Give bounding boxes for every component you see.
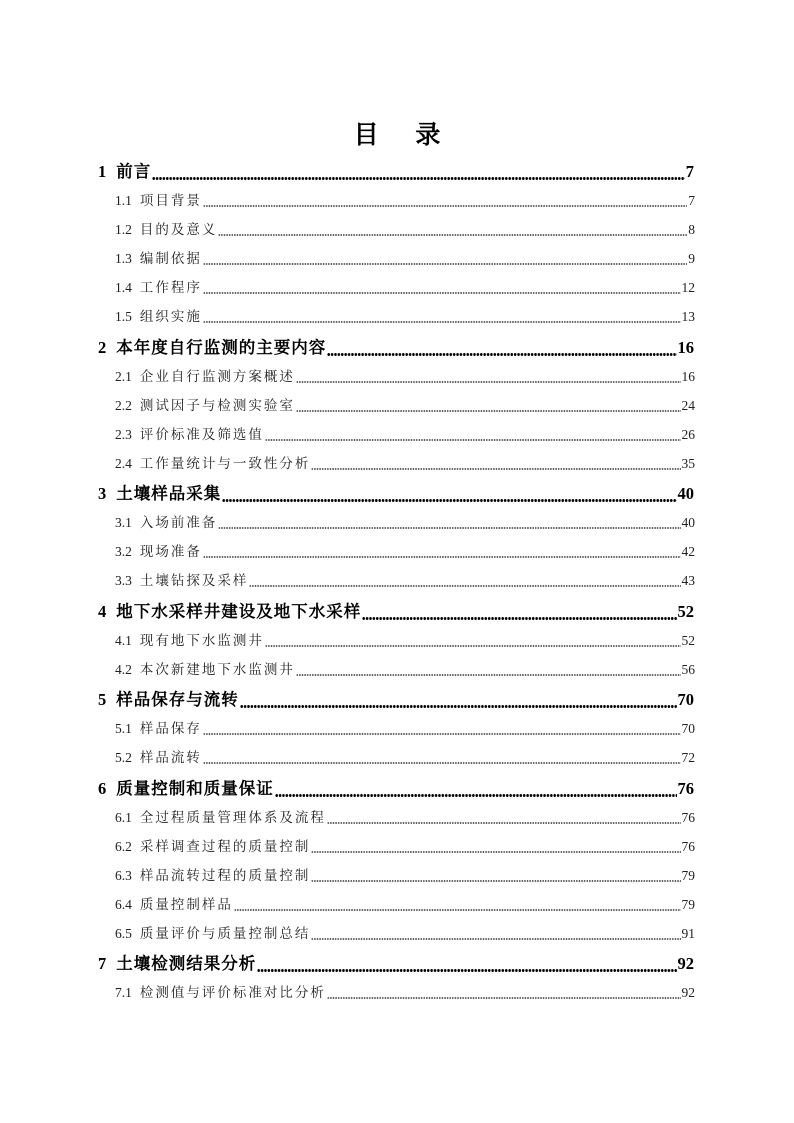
toc-entry-label: 组织实施 bbox=[139, 309, 202, 325]
toc-entry-label: 土壤钻探及采样 bbox=[139, 573, 249, 589]
dot-leader bbox=[327, 822, 681, 824]
toc-section-entry[interactable] bbox=[115, 804, 695, 832]
toc-entry-page-number: 9 bbox=[688, 251, 695, 266]
toc-entry-page-number: 72 bbox=[681, 750, 695, 765]
toc-entry-page-number: 52 bbox=[681, 632, 695, 648]
toc-entry-number: 6.4 bbox=[115, 896, 132, 912]
dot-leader bbox=[311, 938, 680, 940]
toc-entry-number: 4.1 bbox=[115, 632, 132, 648]
toc-entry-page-number: 76 bbox=[681, 838, 695, 854]
toc-entry-label: 质量控制和质量保证 bbox=[116, 778, 274, 798]
dot-leader bbox=[265, 439, 681, 441]
toc-entry-label: 工作程序 bbox=[139, 280, 202, 296]
dot-leader bbox=[234, 909, 681, 911]
toc-entry-number: 6 bbox=[98, 778, 107, 798]
toc-entry-page-number: 79 bbox=[681, 867, 695, 883]
toc-entry-number: 2.1 bbox=[115, 368, 132, 384]
toc-entry-label: 检测值与评价标准对比分析 bbox=[139, 985, 326, 1001]
toc-entry-label: 全过程质量管理体系及流程 bbox=[139, 809, 326, 826]
toc-entry-label: 样品流转 bbox=[139, 750, 202, 766]
toc-section-entry[interactable] bbox=[115, 187, 695, 215]
toc-entry-label: 样品保存 bbox=[139, 721, 202, 737]
toc-section-entry[interactable] bbox=[115, 920, 695, 948]
toc-entry-page-number: 7 bbox=[685, 162, 694, 181]
toc-entry-label: 企业自行监测方案概述 bbox=[139, 368, 295, 385]
toc-entry-label: 现场准备 bbox=[139, 544, 202, 560]
toc-entry-page-number: 70 bbox=[681, 721, 695, 736]
toc-entry-page-number: 79 bbox=[681, 896, 695, 912]
toc-entry-number: 1.5 bbox=[115, 309, 132, 324]
toc-entry-number: 3.2 bbox=[115, 544, 132, 559]
toc-entry-page-number: 70 bbox=[677, 690, 694, 709]
dot-leader bbox=[265, 645, 681, 647]
dot-leader bbox=[203, 263, 687, 265]
toc-entry-number: 1.1 bbox=[115, 193, 132, 208]
toc-entry-label: 样品流转过程的质量控制 bbox=[139, 867, 311, 884]
toc-section-entry[interactable] bbox=[115, 567, 695, 595]
toc-entry-page-number: 56 bbox=[681, 661, 695, 677]
toc-chapter-entry[interactable] bbox=[98, 774, 694, 804]
toc-entry-number: 6.1 bbox=[115, 809, 132, 825]
dot-leader bbox=[203, 292, 681, 294]
dot-leader bbox=[240, 705, 677, 708]
dot-leader bbox=[203, 556, 681, 558]
dot-leader bbox=[218, 234, 687, 236]
toc-entry-label: 质量控制样品 bbox=[139, 896, 233, 913]
toc-section-entry[interactable] bbox=[115, 363, 695, 391]
toc-chapter-entry[interactable] bbox=[98, 479, 694, 509]
toc-entry-page-number: 16 bbox=[677, 337, 694, 357]
toc-entry-page-number: 7 bbox=[688, 193, 695, 208]
toc-entry-page-number: 43 bbox=[681, 573, 695, 588]
toc-entry-number: 7.1 bbox=[115, 985, 132, 1000]
toc-entry-label: 采样调查过程的质量控制 bbox=[139, 838, 311, 855]
dot-leader bbox=[222, 499, 676, 502]
toc-entry-page-number: 24 bbox=[681, 397, 695, 413]
toc-entry-number: 4 bbox=[98, 601, 107, 621]
toc-entry-label: 目的及意义 bbox=[139, 222, 218, 238]
toc-entry-page-number: 26 bbox=[681, 426, 695, 442]
dot-leader bbox=[257, 969, 676, 972]
toc-section-entry[interactable] bbox=[115, 833, 695, 861]
toc-entry-page-number: 16 bbox=[681, 368, 695, 384]
dot-leader bbox=[203, 321, 681, 323]
toc-entry-page-number: 92 bbox=[681, 985, 695, 1000]
toc-entry-label: 本年度自行监测的主要内容 bbox=[116, 337, 327, 357]
toc-chapter-entry[interactable] bbox=[98, 685, 694, 715]
dot-leader bbox=[296, 381, 681, 383]
toc-section-entry[interactable] bbox=[115, 715, 695, 743]
toc-entry-page-number: 42 bbox=[681, 544, 695, 559]
toc-entry-label: 前言 bbox=[116, 162, 152, 181]
toc-entry-number: 6.3 bbox=[115, 867, 132, 883]
toc-entry-label: 土壤检测结果分析 bbox=[116, 954, 257, 973]
toc-entry-label: 工作量统计与一致性分析 bbox=[139, 455, 311, 472]
toc-entry-number: 2.2 bbox=[115, 397, 132, 413]
toc-section-entry[interactable] bbox=[115, 303, 695, 331]
toc-entry-number: 7 bbox=[98, 954, 107, 973]
toc-entry-page-number: 76 bbox=[677, 778, 694, 798]
toc-entry-page-number: 40 bbox=[681, 515, 695, 530]
dot-leader bbox=[296, 410, 681, 412]
toc-entry-label: 现有地下水监测井 bbox=[139, 632, 264, 649]
toc-entry-number: 2 bbox=[98, 337, 107, 357]
toc-section-entry[interactable] bbox=[115, 509, 695, 537]
toc-entry-number: 2.3 bbox=[115, 426, 132, 442]
toc-chapter-entry[interactable] bbox=[98, 333, 694, 363]
toc-chapter-entry[interactable] bbox=[98, 597, 694, 627]
page-title: 目 录 bbox=[353, 120, 455, 149]
toc-entry-number: 5.2 bbox=[115, 750, 132, 765]
toc-entry-label: 土壤样品采集 bbox=[116, 484, 222, 503]
toc-chapter-entry[interactable] bbox=[98, 157, 694, 187]
toc-entry-page-number: 8 bbox=[688, 222, 695, 237]
toc-entry-page-number: 52 bbox=[677, 601, 694, 621]
toc-section-entry[interactable] bbox=[115, 744, 695, 772]
toc-entry-page-number: 92 bbox=[677, 954, 694, 973]
toc-entry-page-number: 12 bbox=[681, 280, 695, 295]
toc-entry-label: 测试因子与检测实验室 bbox=[139, 397, 295, 414]
toc-entry-number: 3.1 bbox=[115, 515, 132, 530]
toc-chapter-entry[interactable] bbox=[98, 949, 694, 979]
toc-entry-number: 1.4 bbox=[115, 280, 132, 295]
toc-section-entry[interactable] bbox=[115, 216, 695, 244]
toc-entry-number: 2.4 bbox=[115, 455, 132, 471]
toc-entry-label: 项目背景 bbox=[139, 193, 202, 209]
toc-section-entry[interactable] bbox=[115, 450, 695, 478]
toc-entry-number: 1 bbox=[98, 162, 107, 181]
toc-entry-label: 评价标准及筛选值 bbox=[139, 426, 264, 443]
toc-entry-number: 3 bbox=[98, 484, 107, 503]
toc-section-entry[interactable] bbox=[115, 274, 695, 302]
toc-entry-number: 5.1 bbox=[115, 721, 132, 736]
toc-entry-page-number: 91 bbox=[681, 925, 695, 941]
toc-entry-label: 地下水采样井建设及地下水采样 bbox=[116, 601, 362, 621]
dot-leader bbox=[203, 205, 687, 207]
toc-entry-label: 本次新建地下水监测井 bbox=[139, 661, 295, 678]
dot-leader bbox=[296, 674, 681, 676]
dot-leader bbox=[152, 177, 685, 180]
toc-entry-page-number: 76 bbox=[681, 809, 695, 825]
toc-entry-number: 6.5 bbox=[115, 925, 132, 941]
toc-section-entry[interactable] bbox=[115, 392, 695, 420]
toc-entry-page-number: 13 bbox=[681, 309, 695, 324]
dot-leader bbox=[311, 851, 680, 853]
dot-leader bbox=[327, 353, 676, 356]
dot-leader bbox=[203, 733, 681, 735]
toc-entry-page-number: 40 bbox=[677, 484, 694, 503]
toc-entry-number: 1.2 bbox=[115, 222, 132, 237]
toc-entry-label: 编制依据 bbox=[139, 251, 202, 267]
dot-leader bbox=[327, 997, 681, 999]
toc-section-entry[interactable] bbox=[115, 245, 695, 273]
toc-section-entry[interactable] bbox=[115, 627, 695, 655]
toc-entry-number: 1.3 bbox=[115, 251, 132, 266]
toc-entry-label: 质量评价与质量控制总结 bbox=[139, 925, 311, 942]
toc-entry-label: 样品保存与流转 bbox=[116, 690, 239, 709]
toc-entry-number: 3.3 bbox=[115, 573, 132, 588]
toc-entry-label: 入场前准备 bbox=[139, 515, 218, 531]
toc-entry-number: 6.2 bbox=[115, 838, 132, 854]
toc-entry-number: 4.2 bbox=[115, 661, 132, 677]
dot-leader bbox=[249, 585, 680, 587]
dot-leader bbox=[362, 617, 676, 620]
toc-section-entry[interactable] bbox=[115, 656, 695, 684]
dot-leader bbox=[275, 794, 677, 797]
toc-section-entry[interactable] bbox=[115, 862, 695, 890]
toc-entry-number: 5 bbox=[98, 690, 107, 709]
dot-leader bbox=[311, 880, 680, 882]
toc-section-entry[interactable] bbox=[115, 421, 695, 449]
dot-leader bbox=[218, 527, 680, 529]
dot-leader bbox=[311, 468, 680, 470]
toc-section-entry[interactable] bbox=[115, 891, 695, 919]
toc-section-entry[interactable] bbox=[115, 538, 695, 566]
toc-entry-page-number: 35 bbox=[681, 455, 695, 471]
toc-section-entry[interactable] bbox=[115, 979, 695, 1007]
dot-leader bbox=[203, 762, 681, 764]
